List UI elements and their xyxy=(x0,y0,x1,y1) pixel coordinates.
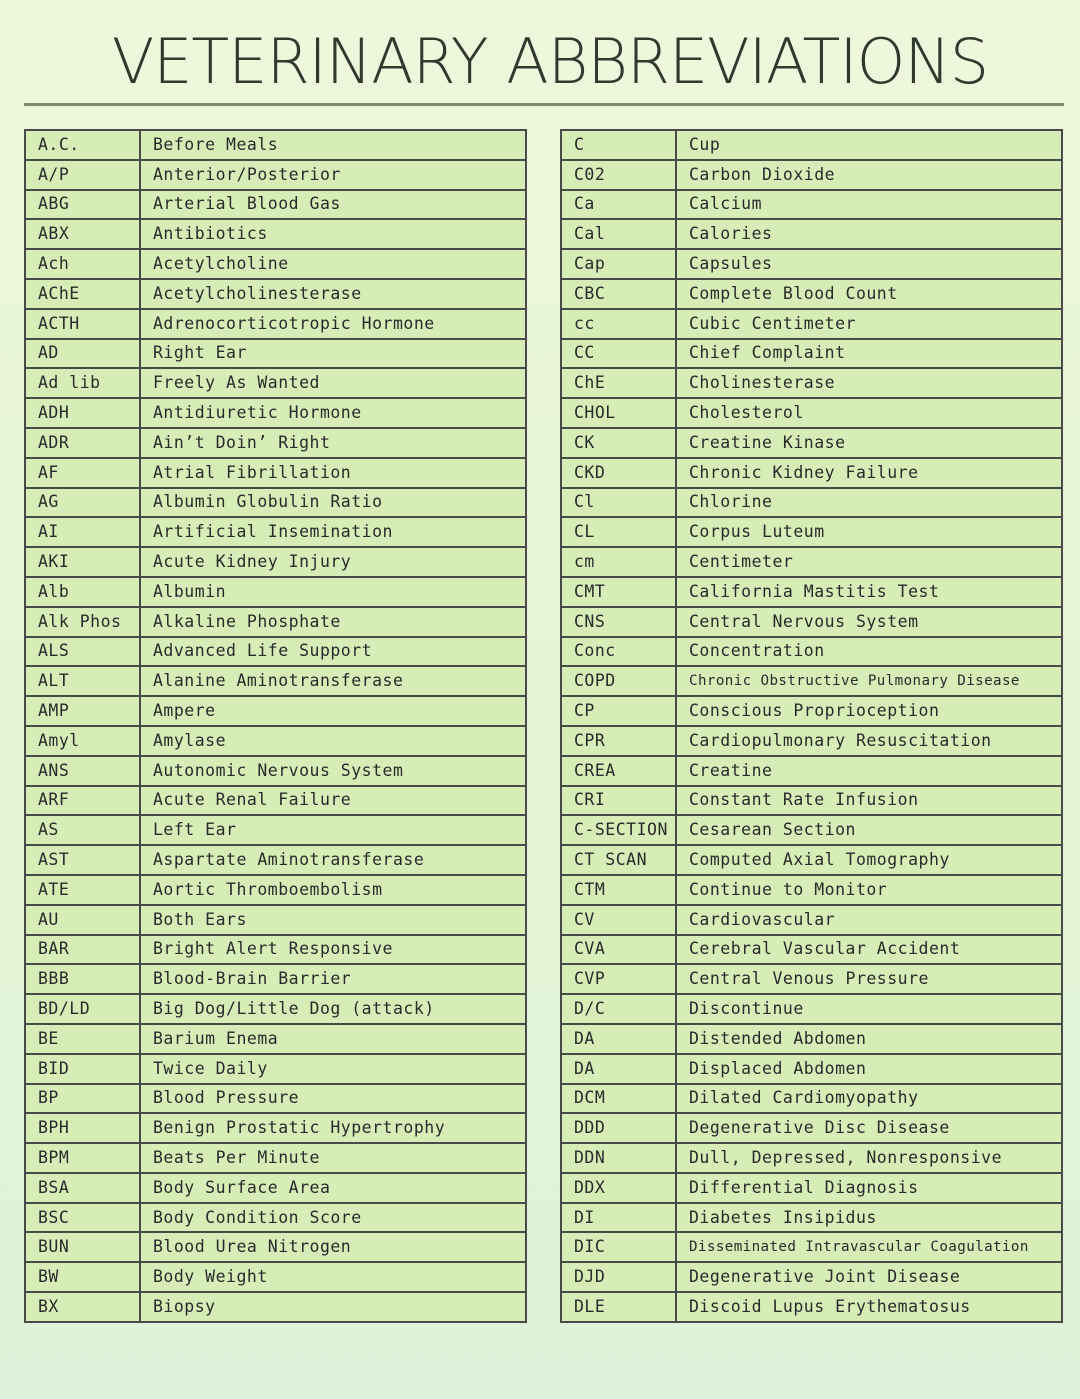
meaning-cell: Body Condition Score xyxy=(140,1203,526,1233)
table-row xyxy=(25,696,526,726)
table-row xyxy=(561,696,1062,726)
abbreviation-cell: ARF xyxy=(25,786,140,816)
table-row xyxy=(561,1024,1062,1054)
meaning-cell: Left Ear xyxy=(140,815,526,845)
meaning-cell: Atrial Fibrillation xyxy=(140,458,526,488)
meaning-cell: Both Ears xyxy=(140,905,526,935)
table-row xyxy=(25,1292,526,1322)
meaning-cell: Differential Diagnosis xyxy=(676,1173,1062,1203)
abbreviation-cell: ALT xyxy=(25,666,140,696)
abbreviation-cell: DI xyxy=(561,1203,676,1233)
abbreviation-cell: DJD xyxy=(561,1262,676,1292)
table-row xyxy=(561,368,1062,398)
meaning-cell: Disseminated Intravascular Coagulation xyxy=(676,1232,1062,1262)
abbreviation-cell: cm xyxy=(561,547,676,577)
table-row xyxy=(25,1113,526,1143)
meaning-cell: Acetylcholinesterase xyxy=(140,279,526,309)
table-row xyxy=(561,1113,1062,1143)
meaning-cell: Bright Alert Responsive xyxy=(140,935,526,965)
meaning-cell: Acetylcholine xyxy=(140,249,526,279)
meaning-cell: Cholesterol xyxy=(676,398,1062,428)
table-row xyxy=(561,160,1062,190)
meaning-cell: Ain’t Doin’ Right xyxy=(140,428,526,458)
meaning-cell: Arterial Blood Gas xyxy=(140,190,526,220)
page-title: VETERINARY ABBREVIATIONS xyxy=(111,25,989,98)
table-row xyxy=(25,1143,526,1173)
meaning-cell: Biopsy xyxy=(140,1292,526,1322)
abbreviation-cell: CNS xyxy=(561,607,676,637)
meaning-cell: Ampere xyxy=(140,696,526,726)
table-row xyxy=(561,339,1062,369)
abbreviation-cell: CV xyxy=(561,905,676,935)
meaning-cell: Carbon Dioxide xyxy=(676,160,1062,190)
table-row xyxy=(25,458,526,488)
table-row xyxy=(25,905,526,935)
meaning-cell: Alanine Aminotransferase xyxy=(140,666,526,696)
meaning-cell: Aspartate Aminotransferase xyxy=(140,845,526,875)
table-row xyxy=(561,905,1062,935)
abbreviation-cell: ADR xyxy=(25,428,140,458)
meaning-cell: Cerebral Vascular Accident xyxy=(676,935,1062,965)
meaning-cell: Aortic Thromboembolism xyxy=(140,875,526,905)
abbreviation-cell: CVP xyxy=(561,964,676,994)
table-row xyxy=(561,845,1062,875)
abbreviation-cell: AST xyxy=(25,845,140,875)
table-row xyxy=(25,637,526,667)
table-row xyxy=(25,160,526,190)
table-row xyxy=(561,577,1062,607)
meaning-cell: Chlorine xyxy=(676,488,1062,518)
abbreviation-cell: Cl xyxy=(561,488,676,518)
meaning-cell: Continue to Monitor xyxy=(676,875,1062,905)
meaning-cell: Degenerative Disc Disease xyxy=(676,1113,1062,1143)
abbreviation-cell: DA xyxy=(561,1024,676,1054)
meaning-cell: Body Surface Area xyxy=(140,1173,526,1203)
table-row xyxy=(25,517,526,547)
table-row xyxy=(25,607,526,637)
meaning-cell: Centimeter xyxy=(676,547,1062,577)
table-row xyxy=(561,279,1062,309)
meaning-cell: Calcium xyxy=(676,190,1062,220)
meaning-cell: Cup xyxy=(676,130,1062,160)
table-row xyxy=(561,964,1062,994)
table-row xyxy=(561,1292,1062,1322)
meaning-cell: Cubic Centimeter xyxy=(676,309,1062,339)
meaning-cell: Acute Renal Failure xyxy=(140,786,526,816)
meaning-cell: Chronic Obstructive Pulmonary Disease xyxy=(676,666,1062,696)
meaning-cell: Distended Abdomen xyxy=(676,1024,1062,1054)
abbreviation-cell: BSC xyxy=(25,1203,140,1233)
meaning-cell: Benign Prostatic Hypertrophy xyxy=(140,1113,526,1143)
table-row xyxy=(561,1054,1062,1084)
table-row xyxy=(561,458,1062,488)
table-row xyxy=(25,666,526,696)
table-row xyxy=(25,756,526,786)
meaning-cell: Advanced Life Support xyxy=(140,637,526,667)
meaning-cell: Big Dog/Little Dog (attack) xyxy=(140,994,526,1024)
meaning-cell: Antidiuretic Hormone xyxy=(140,398,526,428)
abbreviation-cell: BSA xyxy=(25,1173,140,1203)
table-row xyxy=(25,726,526,756)
meaning-cell: Cholinesterase xyxy=(676,368,1062,398)
abbreviation-cell: BX xyxy=(25,1292,140,1322)
meaning-cell: Antibiotics xyxy=(140,219,526,249)
meaning-cell: Freely As Wanted xyxy=(140,368,526,398)
abbreviation-cell: BUN xyxy=(25,1232,140,1262)
meaning-cell: Chief Complaint xyxy=(676,339,1062,369)
abbreviation-cell: DLE xyxy=(561,1292,676,1322)
table-row xyxy=(561,1143,1062,1173)
abbreviation-cell: Conc xyxy=(561,637,676,667)
abbreviation-cell: Ad lib xyxy=(25,368,140,398)
table-row xyxy=(25,428,526,458)
meaning-cell: Conscious Proprioception xyxy=(676,696,1062,726)
abbreviation-cell: CK xyxy=(561,428,676,458)
table-row xyxy=(561,1232,1062,1262)
meaning-cell: Body Weight xyxy=(140,1262,526,1292)
table-row xyxy=(25,219,526,249)
table-row xyxy=(561,219,1062,249)
table-row xyxy=(25,1232,526,1262)
abbreviation-cell: AMP xyxy=(25,696,140,726)
table-row xyxy=(561,488,1062,518)
meaning-cell: Acute Kidney Injury xyxy=(140,547,526,577)
title-divider xyxy=(24,103,1064,106)
table-row xyxy=(25,964,526,994)
table-row xyxy=(25,1024,526,1054)
table-row xyxy=(25,577,526,607)
abbreviation-cell: DCM xyxy=(561,1084,676,1114)
table-row xyxy=(25,309,526,339)
abbreviation-cell: AU xyxy=(25,905,140,935)
table-row xyxy=(561,1262,1062,1292)
abbreviation-cell: Alk Phos xyxy=(25,607,140,637)
table-row xyxy=(561,935,1062,965)
abbreviation-cell: CP xyxy=(561,696,676,726)
meaning-cell: Autonomic Nervous System xyxy=(140,756,526,786)
table-row xyxy=(561,815,1062,845)
meaning-cell: Displaced Abdomen xyxy=(676,1054,1062,1084)
abbreviation-cell: A/P xyxy=(25,160,140,190)
table-row xyxy=(25,845,526,875)
table-row xyxy=(25,815,526,845)
abbreviation-cell: CHOL xyxy=(561,398,676,428)
table-row xyxy=(561,607,1062,637)
abbreviation-cell: DDD xyxy=(561,1113,676,1143)
table-row xyxy=(25,1203,526,1233)
table-row xyxy=(561,517,1062,547)
abbreviation-cell: AF xyxy=(25,458,140,488)
table-row xyxy=(25,368,526,398)
table-row xyxy=(561,726,1062,756)
abbreviation-cell: ADH xyxy=(25,398,140,428)
abbreviation-cell: DDX xyxy=(561,1173,676,1203)
table-row xyxy=(561,190,1062,220)
abbreviation-cell: CKD xyxy=(561,458,676,488)
abbreviation-cell: A.C. xyxy=(25,130,140,160)
abbreviation-cell: AS xyxy=(25,815,140,845)
table-row xyxy=(561,1203,1062,1233)
table-row xyxy=(25,875,526,905)
table-row xyxy=(25,1054,526,1084)
meaning-cell: California Mastitis Test xyxy=(676,577,1062,607)
abbreviation-cell: CC xyxy=(561,339,676,369)
abbreviation-cell: BD/LD xyxy=(25,994,140,1024)
meaning-cell: Blood Pressure xyxy=(140,1084,526,1114)
abbreviation-cell: BBB xyxy=(25,964,140,994)
meaning-cell: Barium Enema xyxy=(140,1024,526,1054)
table-row xyxy=(25,1173,526,1203)
table-row xyxy=(561,428,1062,458)
abbreviation-cell: CBC xyxy=(561,279,676,309)
meaning-cell: Concentration xyxy=(676,637,1062,667)
meaning-cell: Computed Axial Tomography xyxy=(676,845,1062,875)
abbreviation-cell: Alb xyxy=(25,577,140,607)
table-row xyxy=(25,786,526,816)
abbreviation-cell: ALS xyxy=(25,637,140,667)
meaning-cell: Before Meals xyxy=(140,130,526,160)
abbreviation-cell: ABG xyxy=(25,190,140,220)
meaning-cell: Discoid Lupus Erythematosus xyxy=(676,1292,1062,1322)
meaning-cell: Albumin Globulin Ratio xyxy=(140,488,526,518)
abbreviation-cell: C-SECTION xyxy=(561,815,676,845)
meaning-cell: Cardiopulmonary Resuscitation xyxy=(676,726,1062,756)
table-row xyxy=(561,637,1062,667)
table-row xyxy=(561,1084,1062,1114)
abbreviation-cell: D/C xyxy=(561,994,676,1024)
meaning-cell: Dull, Depressed, Nonresponsive xyxy=(676,1143,1062,1173)
abbreviation-cell: AChE xyxy=(25,279,140,309)
table-row xyxy=(561,994,1062,1024)
meaning-cell: Cesarean Section xyxy=(676,815,1062,845)
abbreviation-cell: AG xyxy=(25,488,140,518)
table-row xyxy=(25,398,526,428)
table-row xyxy=(561,249,1062,279)
abbreviation-cell: DA xyxy=(561,1054,676,1084)
table-row xyxy=(561,547,1062,577)
meaning-cell: Adrenocorticotropic Hormone xyxy=(140,309,526,339)
meaning-cell: Constant Rate Infusion xyxy=(676,786,1062,816)
meaning-cell: Blood-Brain Barrier xyxy=(140,964,526,994)
table-row xyxy=(25,547,526,577)
abbreviation-cell: C02 xyxy=(561,160,676,190)
abbreviation-cell: AI xyxy=(25,517,140,547)
abbreviation-cell: ChE xyxy=(561,368,676,398)
table-row xyxy=(25,1262,526,1292)
abbreviation-cell: ANS xyxy=(25,756,140,786)
meaning-cell: Anterior/Posterior xyxy=(140,160,526,190)
table-row xyxy=(561,875,1062,905)
table-row xyxy=(561,756,1062,786)
meaning-cell: Creatine Kinase xyxy=(676,428,1062,458)
table-row xyxy=(25,339,526,369)
abbreviation-cell: CPR xyxy=(561,726,676,756)
meaning-cell: Twice Daily xyxy=(140,1054,526,1084)
abbreviation-cell: cc xyxy=(561,309,676,339)
abbreviation-cell: ACTH xyxy=(25,309,140,339)
abbreviations-table-left xyxy=(24,129,527,1323)
abbreviation-cell: BP xyxy=(25,1084,140,1114)
table-row xyxy=(25,279,526,309)
abbreviation-cell: ATE xyxy=(25,875,140,905)
meaning-cell: Central Venous Pressure xyxy=(676,964,1062,994)
abbreviation-cell: CMT xyxy=(561,577,676,607)
abbreviation-cell: C xyxy=(561,130,676,160)
abbreviation-cell: CL xyxy=(561,517,676,547)
abbreviation-cell: BPH xyxy=(25,1113,140,1143)
meaning-cell: Complete Blood Count xyxy=(676,279,1062,309)
meaning-cell: Artificial Insemination xyxy=(140,517,526,547)
abbreviation-cell: CRI xyxy=(561,786,676,816)
meaning-cell: Blood Urea Nitrogen xyxy=(140,1232,526,1262)
meaning-cell: Capsules xyxy=(676,249,1062,279)
table-row xyxy=(561,1173,1062,1203)
meaning-cell: Beats Per Minute xyxy=(140,1143,526,1173)
abbreviation-cell: Ach xyxy=(25,249,140,279)
meaning-cell: Diabetes Insipidus xyxy=(676,1203,1062,1233)
meaning-cell: Central Nervous System xyxy=(676,607,1062,637)
meaning-cell: Alkaline Phosphate xyxy=(140,607,526,637)
meaning-cell: Cardiovascular xyxy=(676,905,1062,935)
meaning-cell: Corpus Luteum xyxy=(676,517,1062,547)
meaning-cell: Right Ear xyxy=(140,339,526,369)
abbreviation-cell: CT SCAN xyxy=(561,845,676,875)
meaning-cell: Albumin xyxy=(140,577,526,607)
abbreviation-cell: Amyl xyxy=(25,726,140,756)
table-row xyxy=(25,249,526,279)
meaning-cell: Dilated Cardiomyopathy xyxy=(676,1084,1062,1114)
meaning-cell: Chronic Kidney Failure xyxy=(676,458,1062,488)
table-row xyxy=(25,190,526,220)
abbreviation-cell: COPD xyxy=(561,666,676,696)
abbreviation-cell: AD xyxy=(25,339,140,369)
abbreviation-cell: BE xyxy=(25,1024,140,1054)
abbreviation-cell: CREA xyxy=(561,756,676,786)
table-row xyxy=(561,786,1062,816)
meaning-cell: Amylase xyxy=(140,726,526,756)
abbreviation-cell: AKI xyxy=(25,547,140,577)
meaning-cell: Degenerative Joint Disease xyxy=(676,1262,1062,1292)
table-row xyxy=(25,994,526,1024)
table-row xyxy=(25,935,526,965)
abbreviation-cell: DIC xyxy=(561,1232,676,1262)
table-row xyxy=(25,1084,526,1114)
table-row xyxy=(561,666,1062,696)
abbreviation-cell: Cal xyxy=(561,219,676,249)
abbreviation-cell: CTM xyxy=(561,875,676,905)
abbreviation-cell: BAR xyxy=(25,935,140,965)
abbreviation-cell: Cap xyxy=(561,249,676,279)
abbreviation-cell: BID xyxy=(25,1054,140,1084)
abbreviation-cell: BW xyxy=(25,1262,140,1292)
table-row xyxy=(561,309,1062,339)
meaning-cell: Discontinue xyxy=(676,994,1062,1024)
abbreviations-table-right xyxy=(560,129,1063,1323)
meaning-cell: Creatine xyxy=(676,756,1062,786)
abbreviation-cell: Ca xyxy=(561,190,676,220)
table-row xyxy=(561,398,1062,428)
abbreviation-cell: DDN xyxy=(561,1143,676,1173)
table-row xyxy=(561,130,1062,160)
abbreviation-cell: ABX xyxy=(25,219,140,249)
abbreviation-cell: CVA xyxy=(561,935,676,965)
meaning-cell: Calories xyxy=(676,219,1062,249)
table-row xyxy=(25,130,526,160)
table-row xyxy=(25,488,526,518)
abbreviation-cell: BPM xyxy=(25,1143,140,1173)
